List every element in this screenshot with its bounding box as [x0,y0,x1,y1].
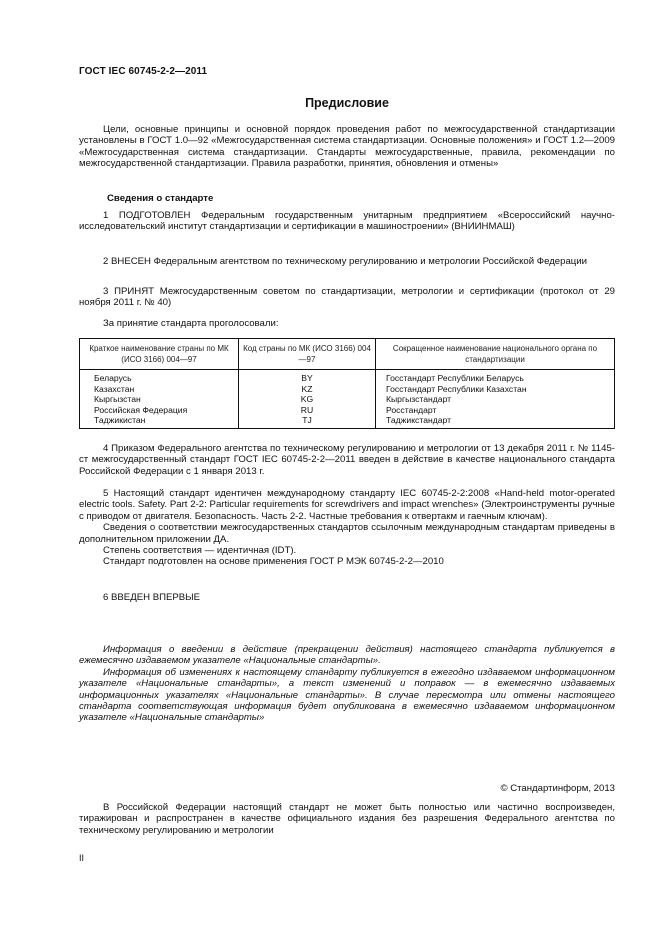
country-code-cell: TJ [239,415,376,428]
document-page [79,0,615,936]
item-5-paragraph: 5 Настоящий стандарт идентичен международному стандарту IEC 60745-2-2:2008 «Hand-held motor-operated electric tools. Safety. Part 2-2: Particular requirements for screwdrivers and impact wrenches» (Электроинструменты ручные с приводом от двигателя. Безопасность. Часть 2-2. Частные требования к отвертакм и гаечным ключам). [79,488,615,522]
standards-body-cell: Госстандарт Республики Беларусь [376,370,615,384]
header-standards-body: Сокращенное наименование национального органа по стандартизации [376,339,615,370]
standards-body-cell: Таджикстандарт [376,415,615,428]
standards-body-cell: Росстандарт [376,405,615,416]
item-6-paragraph: 6 ВВЕДЕН ВПЕРВЫЕ [103,592,201,603]
item-5-degree: Степень соответствия — идентичная (IDT). [103,545,297,557]
vote-intro-block [79,318,615,329]
item-3-paragraph: 3 ПРИНЯТ Межгосударственным советом по стандартизации, метрологии и сертификации (протокол от 29 ноября 2011 г. № 40) [79,286,615,309]
item-4-block [79,443,615,477]
item-4-paragraph: 4 Приказом Федерального агентства по техническому регулированию и метрологии от 13 декабря 2011 г. № 1145-ст межгосударственный стандарт ГОСТ IEC 60745-2-2—2011 введен в действие в качестве национального стандарта Российской Федерации с 1 января 2013 г. [79,443,615,477]
country-code-cell: BY [239,370,376,384]
country-code-cell: RU [239,405,376,416]
standards-body-cell: Госстандарт Республики Казахстан [376,384,615,395]
table-row [80,370,615,384]
country-name-cell: Беларусь [80,370,239,384]
item-6-block [79,592,615,603]
country-name-cell: Кыргызстан [80,394,239,405]
header-country-code: Код страны по МК (ИСО 3166) 004—97 [239,339,376,370]
table-row [80,405,615,416]
page-number: II [79,853,85,863]
item-1-block [79,210,615,233]
header-country-name: Краткое наименование страны по МК (ИСО 3166) 004—97 [80,339,239,370]
copyright-line: © Стандартинформ, 2013 [500,783,615,794]
vote-table-header-row [80,339,615,370]
item-5-block [79,488,615,568]
table-row [80,415,615,428]
page-title: Предисловие [305,96,389,110]
table-row [80,394,615,405]
item-2-paragraph: 2 ВНЕСЕН Федеральным агентством по техническому регулированию и метрологии Российской Федерации [103,256,588,267]
item-2-block [79,256,615,267]
notice-paragraph-2: Информация об изменениях к настоящему стандарту публикуется в ежегодно издаваемом информационном указателе «Национальные стандарты», а текст изменений и поправок — в ежемесячно издаваемых информационных указателях «Национальные стандарты». В случае пересмотра или отмены настоящего стандарта соответствующая информация будет опубликована в ежемесячно издаваемом информационном указателе «Национальные стандарты» [79,666,615,724]
publication-notice [79,644,615,724]
document-code-header: ГОСТ IEC 60745-2-2—2011 [79,66,208,77]
intro-block [79,124,615,170]
item-5-references: Сведения о соответствии межгосударственных стандартов ссылочным международным стандартам приведены в дополнительном приложении ДА. [79,522,615,545]
country-name-cell: Российская Федерация [80,405,239,416]
country-code-cell: KZ [239,384,376,395]
item-3-block [79,286,615,309]
standards-body-cell: Кыргызстандарт [376,394,615,405]
vote-table [79,338,615,429]
intro-paragraph: Цели, основные принципы и основной порядок проведения работ по межгосударственной стандартизации установлены в ГОСТ 1.0—92 «Межгосударственная система стандартизации. Основные положения» и ГОСТ 1.2—2009 «Межгосударственная система стандартизации. Стандарты межгосударственные, правила, рекомендации по межгосударственной стандартизации. Правила разработки, принятия, обновления и отмены» [79,124,615,170]
item-5-basis: Стандарт подготовлен на основе применения ГОСТ Р МЭК 60745-2-2—2010 [103,556,444,568]
country-name-cell: Таджикистан [80,415,239,428]
info-heading: Сведения о стандарте [107,193,214,204]
country-name-cell: Казахстан [80,384,239,395]
table-row [80,384,615,395]
country-code-cell: KG [239,394,376,405]
rights-notice: В Российской Федерации настоящий стандарт не может быть полностью или частично воспроизведен, тиражирован и распространен в качестве официального издания без разрешения Федерального агентства по техническому регулированию и метрологии [79,802,615,836]
vote-intro: За принятие стандарта проголосовали: [103,318,279,329]
item-1-paragraph: 1 ПОДГОТОВЛЕН Федеральным государственным унитарным предприятием «Всероссийский научно-исследовательский институт стандартизации и сертификации в машиностроении» (ВНИИНМАШ) [79,210,615,233]
notice-paragraph-1: Информация о введении в действие (прекращении действия) настоящего стандарта публикуется в ежемесячно издаваемом указателе «Национальные стандарты». [79,644,615,667]
rights-notice-block [79,802,615,836]
